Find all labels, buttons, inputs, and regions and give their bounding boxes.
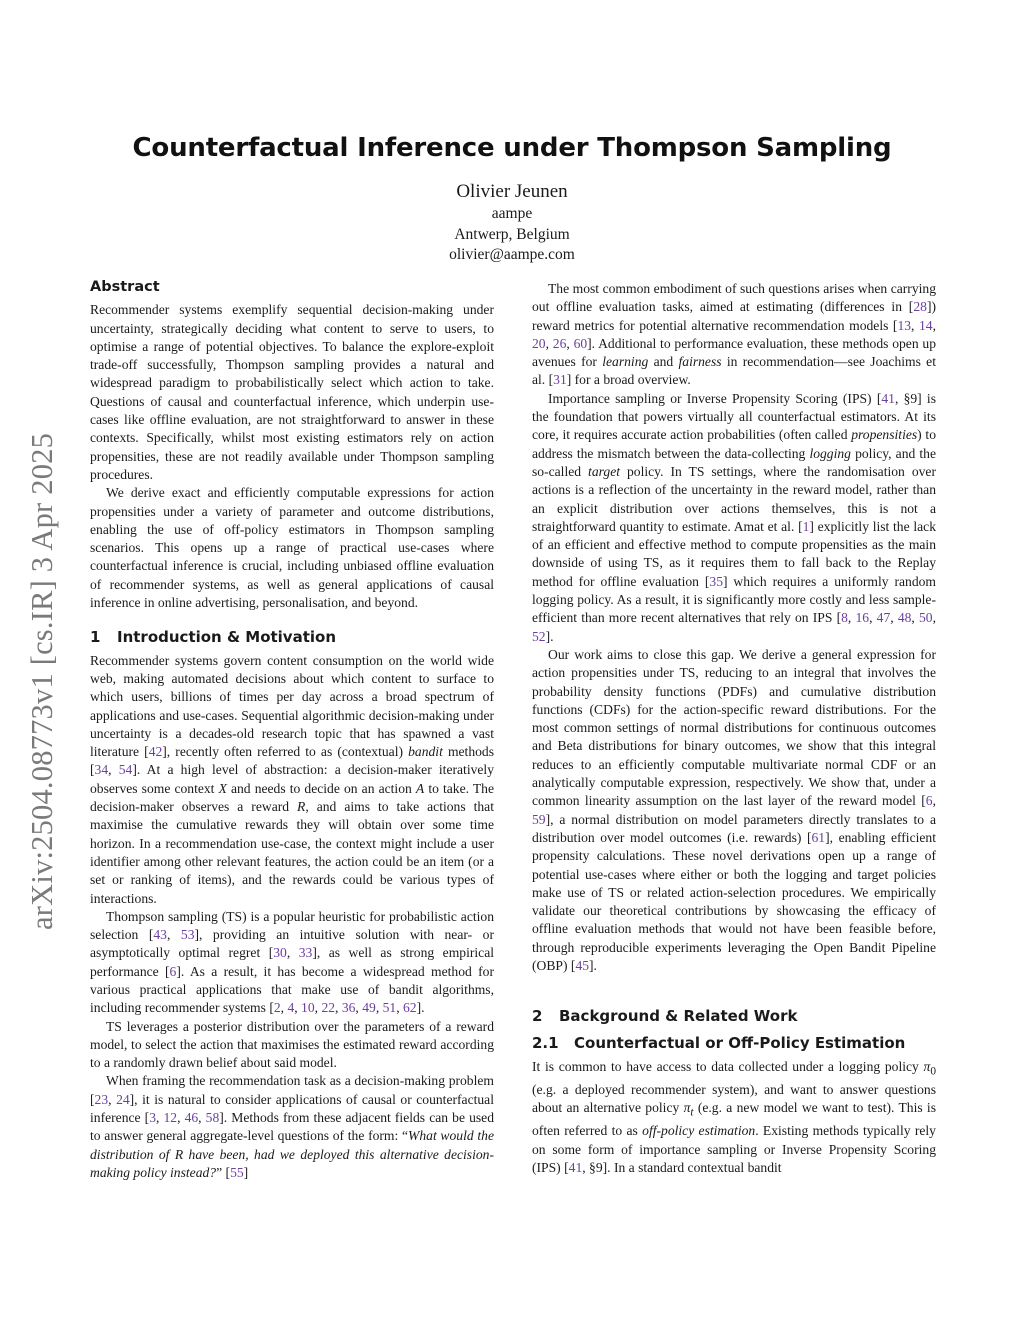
abstract-heading: Abstract (90, 279, 160, 295)
section-1-heading (90, 628, 494, 646)
citation-link[interactable]: 58 (205, 1110, 220, 1126)
citation-link[interactable]: 34 (94, 762, 109, 778)
citation-link[interactable]: 61 (811, 829, 826, 845)
citation-link[interactable]: 43 (153, 927, 167, 943)
section-2-heading (532, 1007, 936, 1025)
citation-link[interactable]: 49 (362, 1000, 376, 1016)
citation-link[interactable]: 62 (403, 1000, 417, 1016)
citation-link[interactable]: 13 (897, 317, 912, 333)
right-column (532, 280, 936, 1177)
section-number: 2 (532, 1007, 543, 1026)
right-paragraph-1: The most common embodiment of such questions arises when carrying out offline evaluation tasks, aimed at estimating (differences in [28]) reward metrics for potential alternative recommendation models [13, 14, 20, 26, 60]. Additional to performance evaluation, these methods open up avenues for learning and fairness in recommendation—see Joachims et al. [31] for a broad overview. (532, 281, 937, 388)
citation-link[interactable]: 8 (841, 610, 848, 626)
citation-link[interactable]: 6 (925, 793, 933, 809)
citation-link[interactable]: 41 (881, 390, 895, 406)
citation-link[interactable]: 59 (532, 811, 546, 827)
citation-link[interactable]: 22 (321, 1000, 336, 1016)
citation-link[interactable]: 47 (876, 610, 891, 626)
author-name: Olivier Jeunen (456, 181, 568, 202)
citation-link[interactable]: 60 (573, 335, 588, 351)
author-block (0, 180, 1024, 266)
right-paragraph-2: Importance sampling or Inverse Propensity Scoring (IPS) [41, §9] is the foundation that powers virtually all counterfactual estimators. At its core, it requires accurate action probabilities (often called propensities) to address the mismatch between the data-collecting logging policy, and the so-called target policy. In TS settings, where the randomisation over actions is a reflection of the uncertainty in the reward model, rather than an explicit distribution over actions themselves, this is not a straightforward quantity to estimate. Amat et al. [1] explicitly list the lack of an efficient and effective method to compute propensities as the main downside of using TS, as it requires them to fall back to the Replay method for offline evaluation [35] which requires a uniformly random logging policy. As a result, it is significantly more costly and less sample-efficient than more recent alternatives that rely on IPS [8, 16, 47, 48, 50, 52]. (532, 390, 937, 644)
citation-link[interactable]: 48 (897, 610, 912, 626)
citation-link[interactable]: 33 (298, 945, 313, 961)
author-email[interactable]: olivier@aampe.com (449, 246, 575, 263)
abstract-paragraph-1: Recommender systems exemplify sequential decision-making under uncertainty, strategically deciding what content to serve to users, to optimise a range of potential objectives. To balance the explore-exploit trade-off successfully, Thompson sampling provides a natural and widespread paradigm to probabilistically select which action to take. Questions of causal and counterfactual inference, which underpin use-cases like offline evaluation, are not straightforward to answer in these contexts. Specifically, whilst most existing estimators rely on action propensities, these are not readily available under Thompson sampling procedures. (90, 302, 494, 482)
citation-link[interactable]: 16 (855, 610, 870, 626)
citation-link[interactable]: 50 (919, 610, 933, 626)
citation-link[interactable]: 23 (94, 1091, 109, 1107)
citation-link[interactable]: 46 (184, 1110, 199, 1126)
citation-link[interactable]: 4 (287, 1000, 295, 1016)
subsection-number: 2.1 (532, 1033, 559, 1052)
citation-link[interactable]: 31 (553, 372, 567, 388)
citation-link[interactable]: 26 (552, 335, 567, 351)
subsection-2-1-heading (532, 1034, 936, 1052)
citation-link[interactable]: 52 (532, 628, 546, 644)
citation-link[interactable]: 20 (532, 335, 546, 351)
citation-link[interactable]: 6 (169, 963, 177, 979)
citation-link[interactable]: 28 (913, 299, 927, 315)
citation-link[interactable]: 10 (301, 1000, 315, 1016)
citation-link[interactable]: 42 (148, 744, 163, 760)
intro-paragraph-4: When framing the recommendation task as a decision-making problem [23, 24], it is natural to consider applications of causal or counterfactual inference [3, 12, 46, 58]. Methods from these adjacent fields can be used to answer general aggregate-level questions of the form: “What would the distribution of R have been, had we deployed this alternative decision-making policy instead?” [55] (90, 1073, 495, 1180)
citation-link[interactable]: 30 (273, 945, 287, 961)
author-affiliation: aampe (491, 205, 533, 222)
citation-link[interactable]: 53 (180, 927, 195, 943)
citation-link[interactable]: 35 (709, 573, 723, 589)
citation-link[interactable]: 3 (149, 1110, 156, 1126)
citation-link[interactable]: 45 (575, 957, 590, 973)
section-title: Background & Related Work (559, 1007, 798, 1026)
section2-paragraph-1: It is common to have access to data collected under a logging policy $\pi_0$ (e.g. a deployed recommender system), and want to answer questions about an alternative policy $\pi_t$ (e.g. a new model we want to test). This is often referred to as off-policy estimation. Existing methods typically rely on some form of importance sampling or Inverse Propensity Scoring (IPS) [41, §9]. In a standard contextual bandit (532, 1058, 937, 1175)
citation-link[interactable]: 54 (118, 762, 133, 778)
arxiv-identifier[interactable]: arXiv:2504.08773v1 [cs.IR] 3 Apr 2025 (25, 432, 59, 930)
section-title: Introduction & Motivation (117, 628, 337, 647)
citation-link[interactable]: 51 (382, 1000, 397, 1016)
intro-paragraph-2: Thompson sampling (TS) is a popular heuristic for probabilistic action selection [43, 53], providing an intuitive solution with near- or asymptotically optimal regret [30, 33], as well as strong empirical performance [6]. As a result, it has become a widespread method for various practical applications that make use of bandit algorithms, including recommender systems [2, 4, 10, 22, 36, 49, 51, 62]. (90, 908, 495, 1016)
citation-link[interactable]: 1 (802, 518, 810, 534)
author-location: Antwerp, Belgium (454, 225, 570, 243)
right-paragraph-3: Our work aims to close this gap. We derive a general expression for action propensities under TS, reducing to an integral that involves the probability density functions (PDFs) and cumulative distribution functions (CDFs) for the action-specific reward distributions. For the most common settings of normal distributions for continuous outcomes and Beta distributions for binary outcomes, we show that this integral reduces to an efficiently computable multivariate normal CDF or an analytically computable expression, respectively. We show that, under a common linearity assumption on the last layer of the reward model [6, 59], a normal distribution on model parameters directly translates to a distribution over model outcomes (i.e. rewards) [61], enabling efficient propensity calculations. These novel derivations open up a range of potential use-cases where either or both the logging and target policies make use of TS or related action-selection procedures. We empirically validate our theoretical contributions by showcasing the efficacy of offline evaluation methods that would not have been feasible before, through reproducible experiments leveraging the Open Bandit Pipeline (OBP) [45]. (532, 646, 936, 973)
citation-link[interactable]: 55 (230, 1164, 244, 1180)
abstract-paragraph-2: We derive exact and efficiently computable expressions for action propensities under a variety of parameter and outcome distributions, enabling the use of off-policy estimators in Thompson sampling scenarios. This opens up a range of practical use-cases where counterfactual inference is crucial, including unbiased offline evaluation of recommender systems, as well as general applications of causal inference in online advertising, personalisation, and beyond. (90, 485, 494, 611)
citation-link[interactable]: 24 (116, 1091, 130, 1107)
citation-link[interactable]: 36 (341, 1000, 356, 1016)
subsection-title: Counterfactual or Off-Policy Estimation (574, 1033, 906, 1052)
citation-link[interactable]: 12 (163, 1110, 178, 1126)
intro-paragraph-3: TS leverages a posterior distribution over the parameters of a reward model, to select the action that maximises the estimated reward according to a randomly drawn belief about said model. (90, 1018, 494, 1071)
citation-link[interactable]: 14 (919, 317, 933, 333)
section-number: 1 (90, 628, 101, 647)
paper-title: Counterfactual Inference under Thompson Sampling (132, 133, 892, 163)
left-column (90, 278, 494, 1182)
citation-link[interactable]: 2 (273, 1000, 281, 1016)
intro-paragraph-1: Recommender systems govern content consumption on the world wide web, making automated decisions about which content to surface to which users, billions of times per day across a broad spectrum of applications and use-cases. Sequential algorithmic decision-making under uncertainty is a decades-old research topic that has spawned a vast literature [42], recently often referred to as (contextual) bandit methods [34, 54]. At a high level of abstraction: a decision-maker iteratively observes some context X and needs to decide on an action A to take. The decision-maker observes a reward R, and aims to take actions that maximise the cumulative rewards they will obtain over some time horizon. In a recommendation use-case, the context might include a user identifier among other relevant features, the action could be an item (or a set or ranking of items), and the rewards could be various types of interactions. (90, 652, 495, 906)
citation-link[interactable]: 41 (568, 1159, 583, 1175)
